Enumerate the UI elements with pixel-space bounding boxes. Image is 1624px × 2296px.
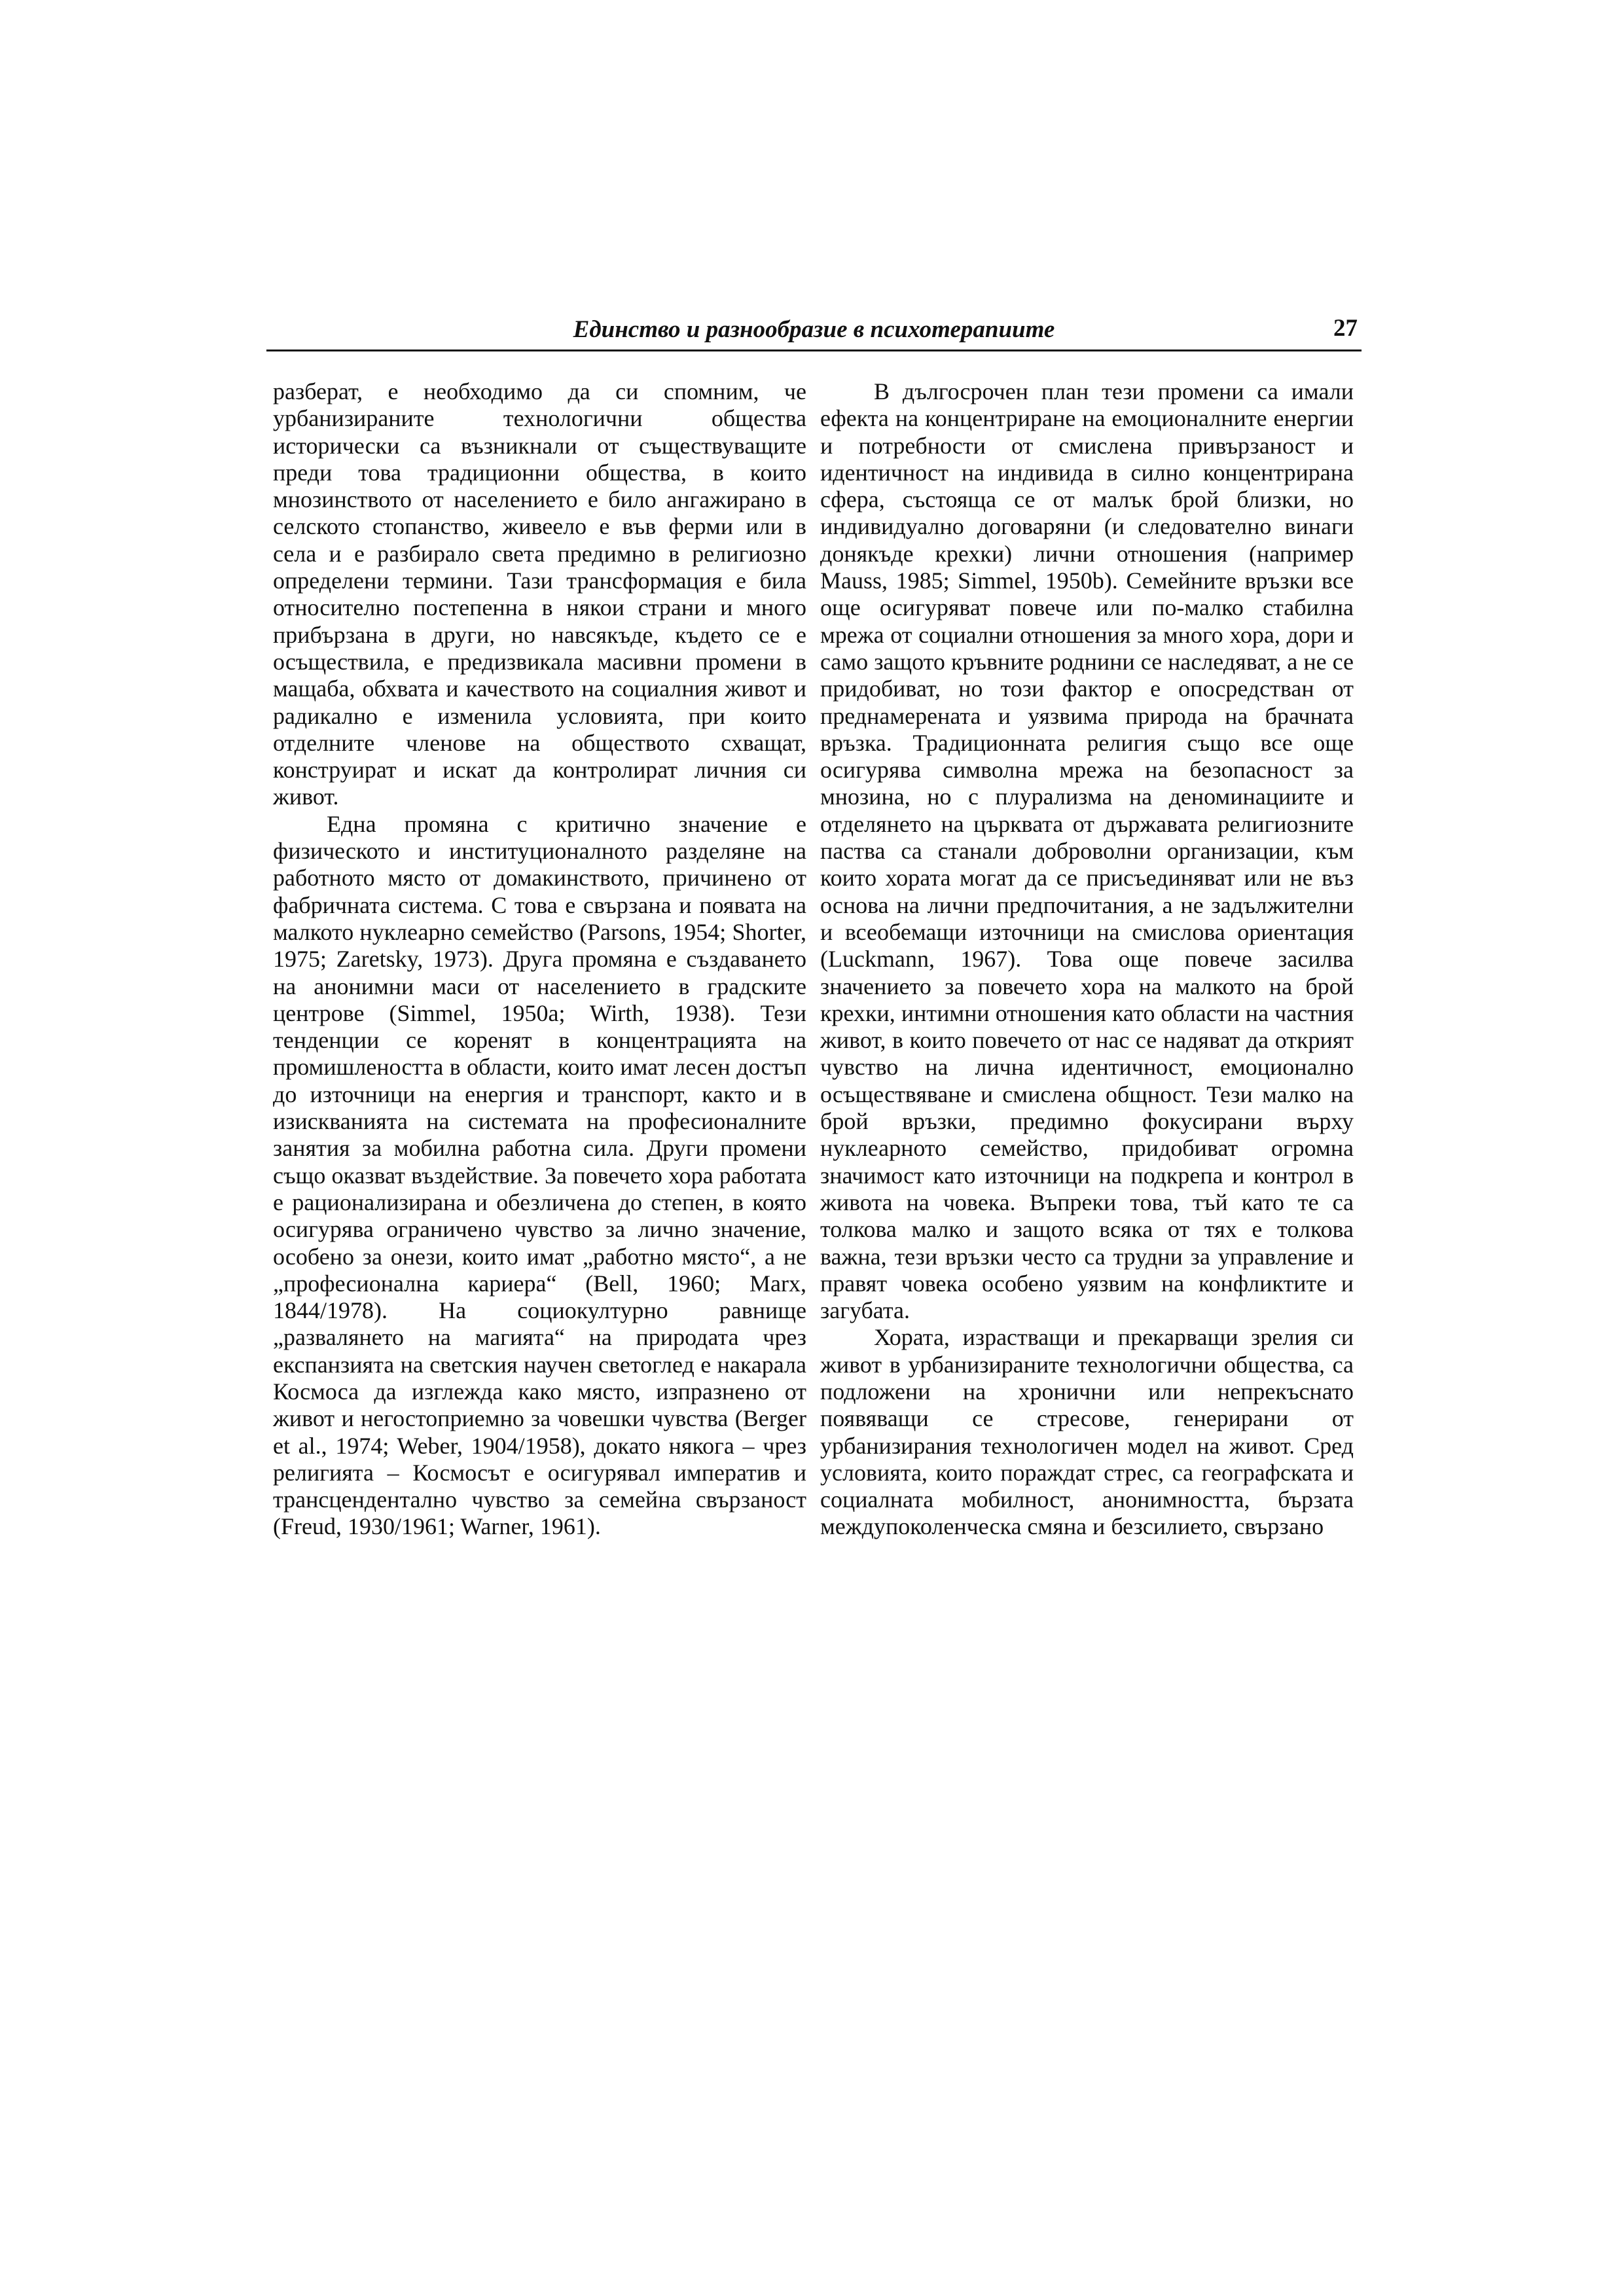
page-number: 27 (1333, 315, 1358, 342)
running-title: Единство и разнообразие в психотерапиите (573, 316, 1055, 343)
paragraph: В дългосрочен план тези промени са имали ефекта на концентриране на емоционалните енергии и потребности от смислена привързаност и идентичност на индивида в силно концентрирана сфера, състояща се от малък брой близки, но индивидуално договаряни (и следователно винаги донякъде крехки) лични отношения (например Mauss, 1985; Simmel, 1950b). Семейните връзки все още осигуряват повече или по-малко стабилна мрежа от социални отношения за много хора, дори и само защото кръвните роднини се наследяват, а не се придобиват, но този фактор е опосредстван от преднамерената и уязвима природа на брачната връзка. Традиционната религия също все още осигурява символна мрежа на безопасност за мнозина, но с плурализма на деноминациите и отделянето на църквата от държавата религиозните паства са станали доброволни организации, към които хората могат да се присъединяват или не въз основа на лични предпочитания, а не задължителни и всеобемащи източници на смислова ориентация (Luckmann, 1967). Това още повече засилва значението за повечето хора на малкото на брой крехки, интимни отношения като области на частния живот, в които повечето от нас се надяват да открият чувство на лична идентичност, емоционално осъществяване и смислена общност. Тези малко на брой връзки, предимно фокусирани върху нуклеарното семейство, придобиват огромна значимост като източници на подкрепа и контрол в живота на човека. Въпреки това, тъй като те са толкова малко и защото всяка от тях е толкова важна, тези връзки често са трудни за управление и правят човека особено уязвим на конфликтите и загубата. (820, 378, 1354, 1324)
right-column (820, 378, 1354, 1541)
paragraph: Хората, израстващи и прекарващи зрелия си живот в урбанизираните технологични общества, са подложени на хронични или непрекъснато появяващи се стресове, генерирани от урбанизирания технологичен модел на живот. Сред условията, които пораждат стрес, са географската и социалната мобилност, анонимността, бързата междупоколенческа смяна и безсилието, свързано (820, 1324, 1354, 1540)
page-header (266, 313, 1362, 351)
paragraph: Една промяна с критично значение е физическото и институционалното разделяне на работното място от домакинството, причинено от фабричната система. С това е свързана и появата на малкото нуклеарно семейство (Parsons, 1954; Shorter, 1975; Zaretsky, 1973). Друга промяна е създаването на анонимни маси от населението в градските центрове (Simmel, 1950a; Wirth, 1938). Тези тенденции се коренят в концентрацията на промишлеността в области, които имат лесен достъп до източници на енергия и транспорт, както и в изискванията на системата на професионалните занятия за мобилна работна сила. Други промени също оказват въздействие. За повечето хора работата е рационализирана и обезличена до степен, в която осигурява ограничено чувство за лично значение, особено за онези, които имат „работно място“, а не „професионална кариера“ (Bell, 1960; Marx, 1844/1978). На социокултурно равнище „развалянето на магията“ на природата чрез експанзията на светския научен светоглед е накарала Космоса да изглежда како място, изпразнено от живот и негостоприемно за човешки чувства (Berger et al., 1974; Weber, 1904/1958), докато някога – чрез религията – Космосът е осигурявал императив и трансцендентално чувство за семейна свързаност (Freud, 1930/1961; Warner, 1961). (273, 810, 806, 1540)
left-column (273, 378, 806, 1541)
paragraph: разберат, е необходимо да си спомним, че урбанизираните технологични общества исторически са възникнали от съществуващите преди това традиционни общества, в които мнозинството от населението е било ангажирано в селското стопанство, живеело е във ферми или в села и е разбирало света предимно в религиозно определени термини. Тази трансформация е била относително постепенна в някои страни и много прибързана в други, но навсякъде, където се е осъществила, е предизвикала масивни промени в мащаба, обхвата и качеството на социалния живот и радикално е изменила условията, при които отделните членове на обществото схващат, конструират и искат да контролират личния си живот. (273, 378, 806, 810)
